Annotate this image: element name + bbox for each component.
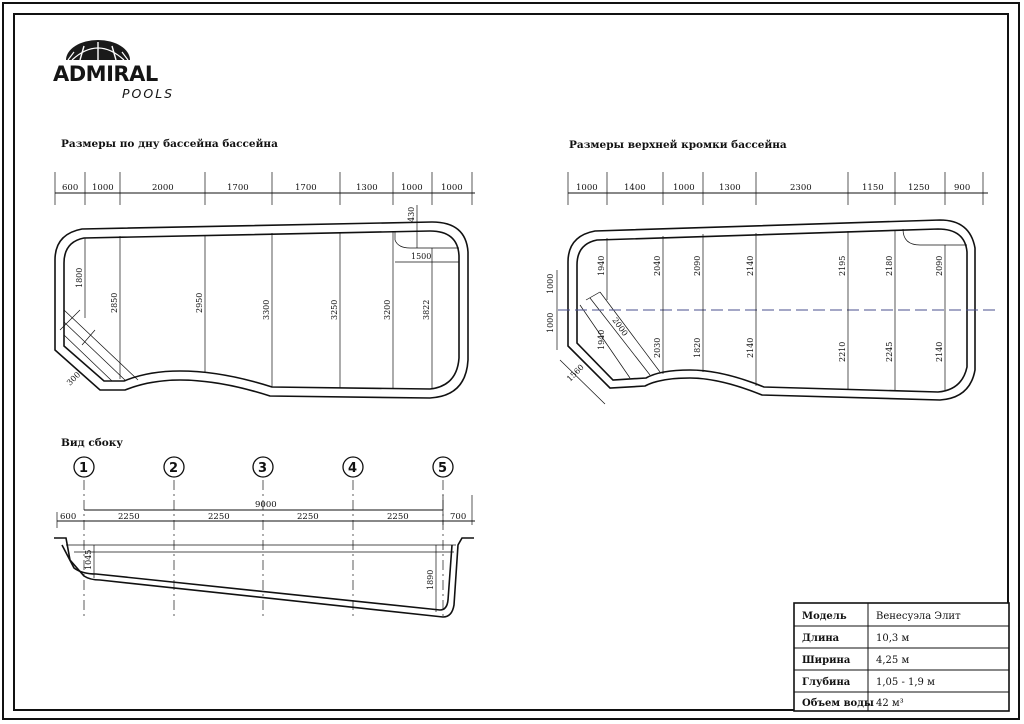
axis-marker-2 bbox=[164, 457, 184, 477]
side-dim-6: 700 bbox=[450, 512, 467, 522]
top-upper-width-4: 2140 bbox=[746, 255, 755, 276]
svg-text:5: 5 bbox=[438, 461, 448, 476]
logo-dome-icon bbox=[66, 40, 130, 60]
spec-value-depth: 1,05 - 1,9 м bbox=[876, 677, 935, 688]
bottom-width-2: 2850 bbox=[110, 292, 119, 313]
spec-label-width: Ширина bbox=[802, 655, 851, 666]
top-dim-5: 2300 bbox=[790, 183, 812, 193]
spec-table bbox=[794, 603, 1009, 711]
bottom-dim-7: 1000 bbox=[401, 183, 423, 193]
bottom-step-height: 430 bbox=[407, 206, 416, 222]
spec-value-length: 10,3 м bbox=[876, 633, 910, 644]
top-dim-6: 1150 bbox=[862, 183, 884, 193]
side-depth-deep: 1890 bbox=[426, 569, 435, 590]
top-step-outline bbox=[903, 229, 967, 245]
top-upper-width-1: 1940 bbox=[597, 255, 606, 276]
bottom-width-6: 3200 bbox=[383, 299, 392, 320]
top-lower-width-3: 1820 bbox=[693, 337, 702, 358]
top-dim-4: 1300 bbox=[719, 183, 741, 193]
top-diag-dim-1: 2000 bbox=[610, 315, 630, 338]
bottom-width-1: 1800 bbox=[75, 267, 84, 288]
top-upper-width-6: 2180 bbox=[885, 255, 894, 276]
side-view bbox=[54, 437, 475, 618]
bottom-dim-8: 1000 bbox=[441, 183, 463, 193]
svg-text:1: 1 bbox=[79, 461, 89, 476]
axis-marker-3 bbox=[253, 457, 273, 477]
bottom-step-outline bbox=[395, 231, 459, 248]
side-total-dim: 9000 bbox=[255, 500, 277, 510]
side-dim-3: 2250 bbox=[208, 512, 230, 522]
bottom-corner-dim: 300 bbox=[65, 370, 83, 388]
bottom-width-5: 3250 bbox=[330, 299, 339, 320]
bottom-dim-chain bbox=[55, 172, 475, 205]
top-dim-2: 1400 bbox=[624, 183, 646, 193]
bottom-width-dims bbox=[75, 231, 432, 389]
side-dim-4: 2250 bbox=[297, 512, 319, 522]
top-lower-width-1: 1940 bbox=[597, 329, 606, 350]
top-left-dim-2: 1000 bbox=[546, 312, 555, 333]
top-lower-width-4: 2140 bbox=[746, 337, 755, 358]
logo-sub-text: POOLS bbox=[122, 86, 175, 101]
top-upper-width-5: 2195 bbox=[838, 255, 847, 276]
bottom-dim-5: 1700 bbox=[295, 183, 317, 193]
top-dim-3: 1000 bbox=[673, 183, 695, 193]
top-dim-1: 1000 bbox=[576, 183, 598, 193]
top-pool-inner-outline bbox=[577, 229, 967, 392]
svg-text:4: 4 bbox=[348, 461, 358, 476]
spec-label-model: Модель bbox=[802, 611, 847, 622]
top-lower-width-5: 2210 bbox=[838, 341, 847, 362]
spec-value-volume: 42 м³ bbox=[876, 698, 904, 709]
top-entry-steps bbox=[580, 292, 660, 378]
top-left-dim-1: 1000 bbox=[546, 273, 555, 294]
spec-label-volume: Объем воды bbox=[802, 698, 874, 709]
side-dim-5: 2250 bbox=[387, 512, 409, 522]
axis-marker-1 bbox=[74, 457, 94, 477]
side-depth-shallow: 1045 bbox=[84, 549, 93, 570]
bottom-view-title: Размеры по дну бассейна бассейна bbox=[61, 138, 278, 150]
top-dim-chain bbox=[568, 172, 988, 205]
bottom-dim-6: 1300 bbox=[356, 183, 378, 193]
spec-value-width: 4,25 м bbox=[876, 655, 910, 666]
top-edge-view-plan bbox=[546, 139, 995, 404]
top-diag-dim-2: 1560 bbox=[565, 362, 586, 384]
bottom-width-4: 3300 bbox=[262, 299, 271, 320]
side-view-title: Вид сбоку bbox=[61, 437, 124, 449]
bottom-view-plan bbox=[55, 138, 475, 398]
top-dim-8: 900 bbox=[954, 183, 971, 193]
bottom-dim-1: 600 bbox=[62, 183, 79, 193]
top-width-dims bbox=[597, 230, 945, 391]
bottom-dim-2: 1000 bbox=[92, 183, 114, 193]
top-upper-width-7: 2090 bbox=[935, 255, 944, 276]
top-upper-width-2: 2040 bbox=[653, 255, 662, 276]
axis-marker-4 bbox=[343, 457, 363, 477]
top-lower-width-6: 2245 bbox=[885, 341, 894, 362]
bottom-width-3: 2950 bbox=[195, 292, 204, 313]
top-upper-width-3: 2090 bbox=[693, 255, 702, 276]
admiral-pools-logo bbox=[53, 40, 174, 101]
bottom-entry-steps bbox=[60, 310, 138, 381]
spec-label-length: Длина bbox=[802, 633, 840, 644]
axis-marker-5 bbox=[433, 457, 453, 477]
spec-label-depth: Глубина bbox=[802, 677, 851, 688]
top-dim-7: 1250 bbox=[908, 183, 930, 193]
bottom-step-length: 1500 bbox=[411, 252, 432, 261]
spec-value-model: Венесуэла Элит bbox=[876, 611, 961, 622]
svg-text:3: 3 bbox=[258, 461, 268, 476]
logo-brand-text: ADMIRAL bbox=[53, 62, 158, 86]
side-dim-1: 600 bbox=[60, 512, 77, 522]
top-lower-width-7: 2140 bbox=[935, 341, 944, 362]
top-view-title: Размеры верхней кромки бассейна bbox=[569, 139, 787, 151]
bottom-width-7: 3822 bbox=[422, 299, 431, 320]
side-pool-profile-outer bbox=[54, 538, 474, 617]
svg-text:2: 2 bbox=[169, 461, 179, 476]
bottom-dim-4: 1700 bbox=[227, 183, 249, 193]
top-lower-width-2: 2030 bbox=[653, 337, 662, 358]
bottom-dim-3: 2000 bbox=[152, 183, 174, 193]
side-pool-profile-inner bbox=[62, 545, 452, 610]
side-dim-2: 2250 bbox=[118, 512, 140, 522]
